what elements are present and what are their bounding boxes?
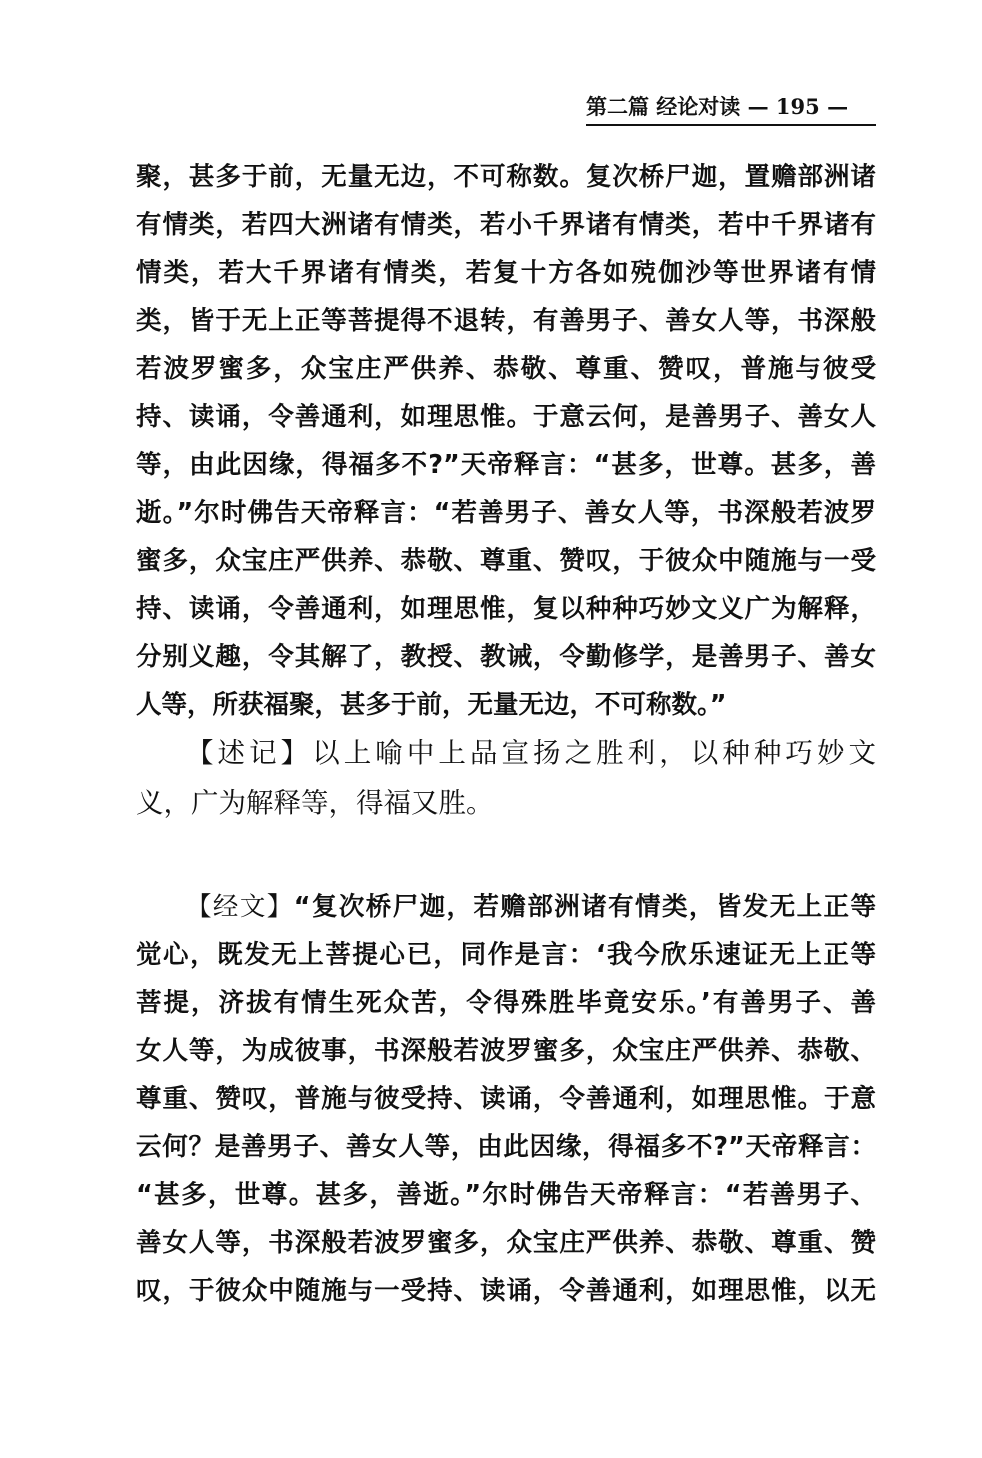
text-line: 持、读诵，令善通利，如理思惟。于意云何，是善男子、善女人 (136, 402, 876, 432)
text-line: 若波罗蜜多，众宝庄严供养、恭敬、尊重、赞叹，普施与彼受 (136, 354, 876, 384)
running-head: 第二篇 经论对读 — 195 — (586, 94, 849, 119)
text-line: 有情类，若四大洲诸有情类，若小千界诸有情类，若中千界诸有 (136, 210, 876, 240)
text-line: 等，由此因缘，得福多不?”天帝释言：“甚多，世尊。甚多，善 (136, 450, 876, 480)
text-line: 云何？是善男子、善女人等，由此因缘，得福多不?”天帝释言： (136, 1132, 876, 1162)
text-line: 持、读诵，令善通利，如理思惟，复以种种巧妙文义广为解释， (136, 594, 876, 624)
text-line: 善女人等，书深般若波罗蜜多，众宝庄严供养、恭敬、尊重、赞 (136, 1228, 876, 1258)
text-line: 菩提，济拔有情生死众苦，令得殊胜毕竟安乐。’有善男子、善 (136, 988, 876, 1018)
text-line: 人等，所获福聚，甚多于前，无量无边，不可称数。” (136, 690, 727, 720)
text-line: 蜜多，众宝庄严供养、恭敬、尊重、赞叹，于彼众中随施与一受 (136, 546, 876, 576)
header-rule (586, 124, 876, 126)
text-line: 类，皆于无上正等菩提得不退转，有善男子、善女人等，书深般 (136, 306, 876, 336)
text-line: 分别义趣，令其解了，教授、教诫，令勤修学，是善男子、善女 (136, 642, 876, 672)
text-line: 逝。”尔时佛告天帝释言：“若善男子、善女人等，书深般若波罗 (136, 498, 876, 528)
commentary-first-line (186, 736, 876, 770)
text-line: 尊重、赞叹，普施与彼受持、读诵，令善通利，如理思惟。于意 (136, 1084, 876, 1114)
sutra-text: “复次桥尸迦，若赡部洲诸有情类，皆发无上正等 (293, 892, 876, 922)
sutra-first-line (186, 890, 876, 924)
text-line: 情类，若大千界诸有情类，若复十方各如殑伽沙等世界诸有情 (136, 258, 876, 288)
sutra-tag: 【经文】 (186, 892, 294, 922)
text-line: 聚，甚多于前，无量无边，不可称数。复次桥尸迦，置赡部洲诸 (136, 162, 876, 192)
text-line: 叹，于彼众中随施与一受持、读诵，令善通利，如理思惟，以无 (136, 1276, 876, 1306)
text-line: 义，广为解释等，得福又胜。 (136, 787, 494, 819)
text-line: “甚多，世尊。甚多，善逝。”尔时佛告天帝释言：“若善男子、 (136, 1180, 876, 1210)
commentary-text: 以上喻中上品宣扬之胜利，以种种巧妙文 (312, 737, 877, 769)
text-line: 女人等，为成彼事，书深般若波罗蜜多，众宝庄严供养、恭敬、 (136, 1036, 876, 1066)
commentary-tag: 【述记】 (186, 737, 313, 769)
text-line: 觉心，既发无上菩提心已，同作是言：‘我今欣乐速证无上正等 (136, 940, 876, 970)
